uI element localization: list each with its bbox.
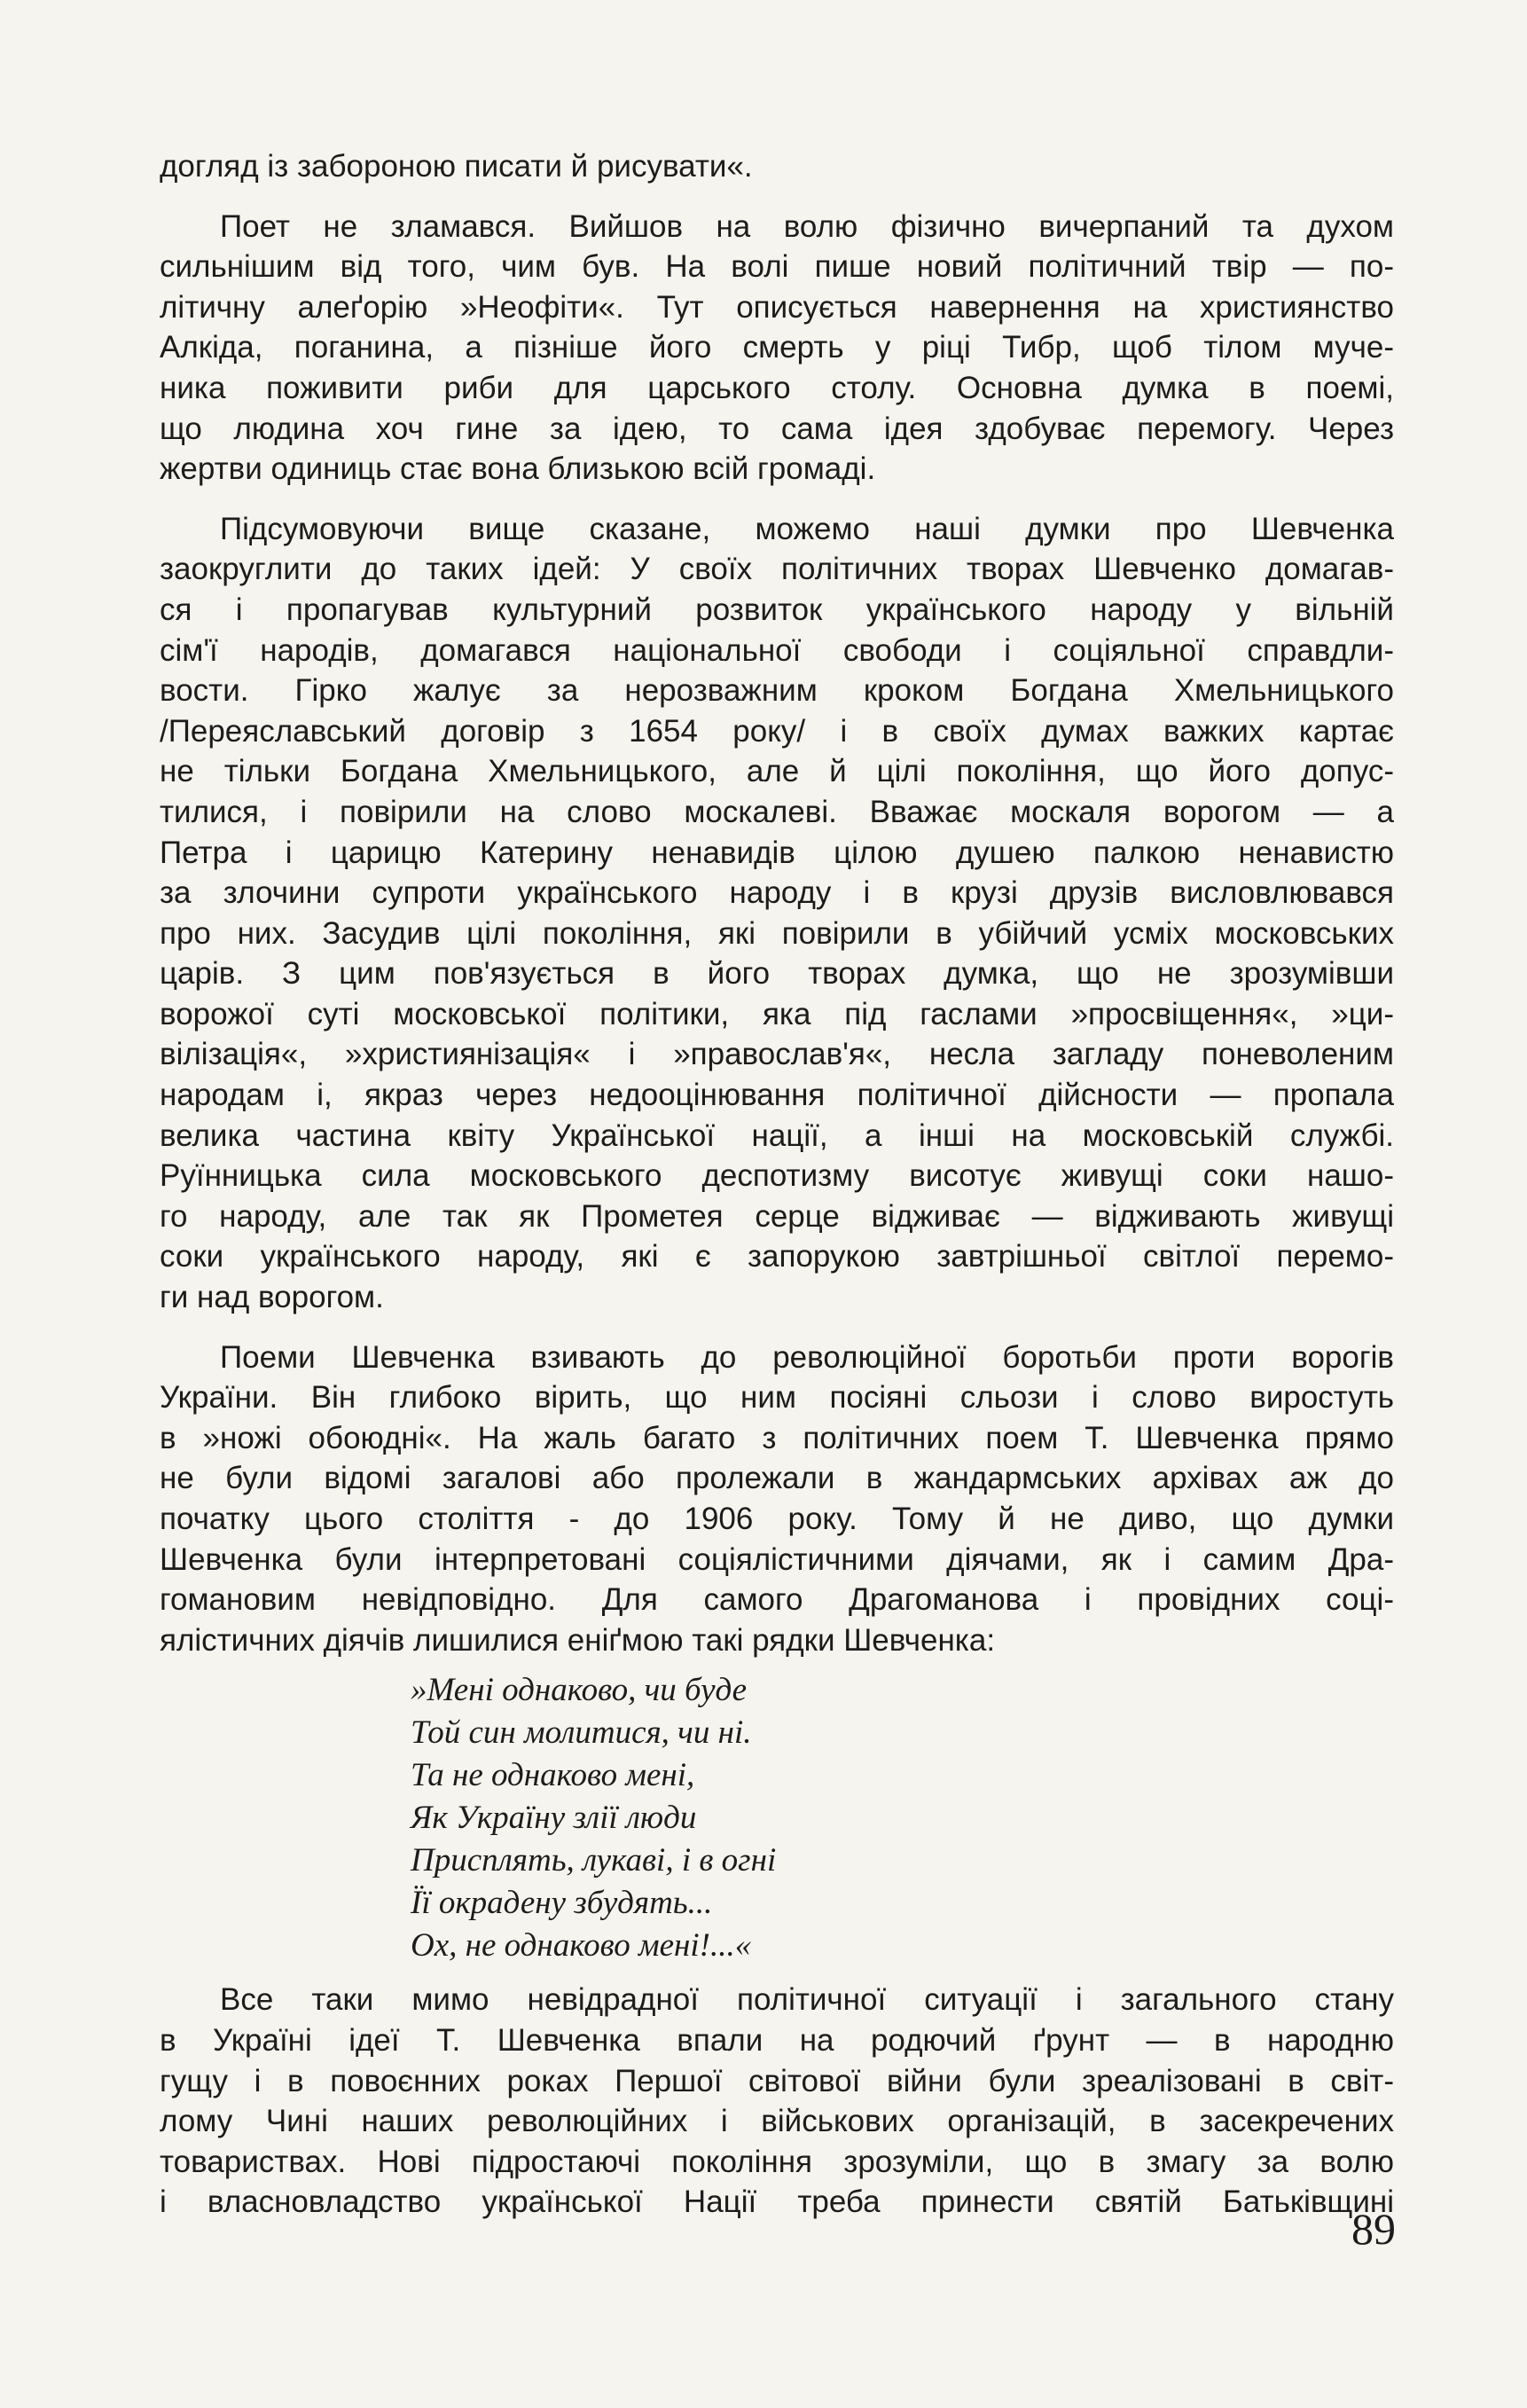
text-line: Поет не зламався. Вийшов на волю фізично вичерпаний та духом <box>220 208 1394 244</box>
text-line: ги над ворогом. <box>160 1280 384 1315</box>
text-line: гомановим невідповідно. Для самого Драгоманова і провідних соці- <box>160 1582 1394 1618</box>
text-line: жертви одиниць стає вона близькою всій громаді. <box>160 451 876 487</box>
text-line: Шевченка були інтерпретовані соціялістичними діячами, як і самим Дра- <box>160 1541 1394 1577</box>
text-line: в Україні ідеї Т. Шевченка впали на родючий ґрунт — в народню <box>160 2022 1394 2058</box>
text-line: соки українського народу, які є запорукою завтрішньої світлої перемо- <box>160 1239 1394 1275</box>
poem-quote <box>411 1669 1394 1967</box>
text-line: гущу і в повоєнних роках Першої світової війни були зреалізовані в світ- <box>160 2063 1394 2098</box>
poem-line: Присплять, лукаві, і в огні <box>411 1842 777 1879</box>
text-line: ялістичних діячів лишилися еніґмою такі рядки Шевченка: <box>160 1622 996 1658</box>
text-line: Руїнницька сила московського деспотизму висотує живущі соки нашо- <box>160 1158 1394 1194</box>
paragraph-poems-call <box>160 1337 1394 1661</box>
text-line: і власновладство української Нації треба принести святій Батьківщині <box>160 2184 1394 2220</box>
text-line: за злочини супроти українського народу і в крузі друзів висловлювався <box>160 875 1394 911</box>
poem-line: »Мені однаково, чи буде <box>411 1672 748 1709</box>
paragraph-closing <box>160 1980 1394 2223</box>
text-line: ворожої суті московської політики, яка під гаслами »просвіщення«, »ци- <box>160 996 1394 1031</box>
text-line: догляд із забороною писати й рисувати«. <box>160 149 753 184</box>
text-line: сильнішим від того, чим був. На волі пише новий політичний твір — по- <box>160 249 1394 285</box>
poem-line: Той син молитися, чи ні. <box>411 1714 752 1752</box>
page-body <box>160 146 1394 2223</box>
text-line: вілізація«, »християнізація« і »православ'я«, несла загладу поневоленим <box>160 1037 1394 1072</box>
text-line: в »ножі обоюдні«. На жаль багато з політичних поем Т. Шевченка прямо <box>160 1420 1394 1455</box>
text-line: царів. З цим пов'язується в його творах думка, що не зрозумівши <box>160 956 1394 992</box>
text-line: не тільки Богдана Хмельницького, але й цілі покоління, що його допус- <box>160 754 1394 789</box>
text-line: про них. Засудив цілі покоління, які повірили в убійчий усміх московських <box>160 915 1394 951</box>
text-line: України. Він глибоко вірить, що ним посіяні сльози і слово виростуть <box>160 1380 1394 1416</box>
text-line: Поеми Шевченка взивають до революційної боротьби проти ворогів <box>220 1339 1394 1375</box>
text-line: Алкіда, поганина, а пізніше його смерть у ріці Тибр, щоб тілом муче- <box>160 330 1394 365</box>
text-line: що людина хоч гине за ідею, то сама ідея здобуває перемогу. Через <box>160 411 1394 446</box>
text-line: тилися, і повірили на слово москалеві. Вважає москаля ворогом — а <box>160 794 1394 829</box>
paragraph-continuation <box>160 146 1394 187</box>
text-line: велика частина квіту Української нації, а інші на московській службі. <box>160 1118 1394 1153</box>
poem-line: Як Україну злії люди <box>411 1800 697 1837</box>
text-line: /Переяславський договір з 1654 року/ і в своїх думах важких картає <box>160 713 1394 749</box>
paragraph-summary <box>160 509 1394 1318</box>
text-line: не були відомі загалові або пролежали в жандармських архівах аж до <box>160 1461 1394 1496</box>
text-line: початку цього століття - до 1906 року. Тому й не диво, що думки <box>160 1502 1394 1536</box>
poem-line: Ох, не однаково мені!...« <box>411 1927 752 1965</box>
text-line: сім'ї народів, домагався національної свободи і соціяльної справдли- <box>160 632 1394 668</box>
paragraph-poet-not-broken <box>160 207 1394 490</box>
page-number: 89 <box>1351 2204 1396 2254</box>
text-line: Петра і царицю Катерину ненавидів цілою душею палкою ненавистю <box>160 835 1394 870</box>
poem-line: Та не однаково мені, <box>411 1757 695 1794</box>
text-line: товариствах. Нові підростаючі покоління зрозуміли, що в змагу за волю <box>160 2144 1394 2179</box>
text-line: вости. Гірко жалує за нерозважним кроком Богдана Хмельницького <box>160 673 1394 709</box>
text-line: ся і пропагував культурний розвиток українського народу у вільній <box>160 592 1394 627</box>
text-line: лому Чині наших революційних і військових організацій, в засекречених <box>160 2104 1394 2139</box>
text-line: заокруглити до таких ідей: У своїх політичних творах Шевченко домагав- <box>160 552 1394 587</box>
text-line: го народу, але так як Прометея серце відживає — відживають живущі <box>160 1198 1394 1234</box>
text-line: літичну алеґорію »Неофіти«. Тут описується навернення на християнство <box>160 289 1394 325</box>
text-line: Все таки мимо невідрадної політичної ситуації і загального стану <box>220 1982 1394 2018</box>
poem-line: Її окрадену збудять... <box>411 1885 713 1922</box>
text-line: ника поживити риби для царського столу. Основна думка в поемі, <box>160 370 1394 405</box>
text-line: Підсумовуючи вище сказане, можемо наші думки про Шевченка <box>220 511 1394 546</box>
text-line: народам і, якраз через недооцінювання політичної дійсности — пропала <box>160 1078 1394 1113</box>
